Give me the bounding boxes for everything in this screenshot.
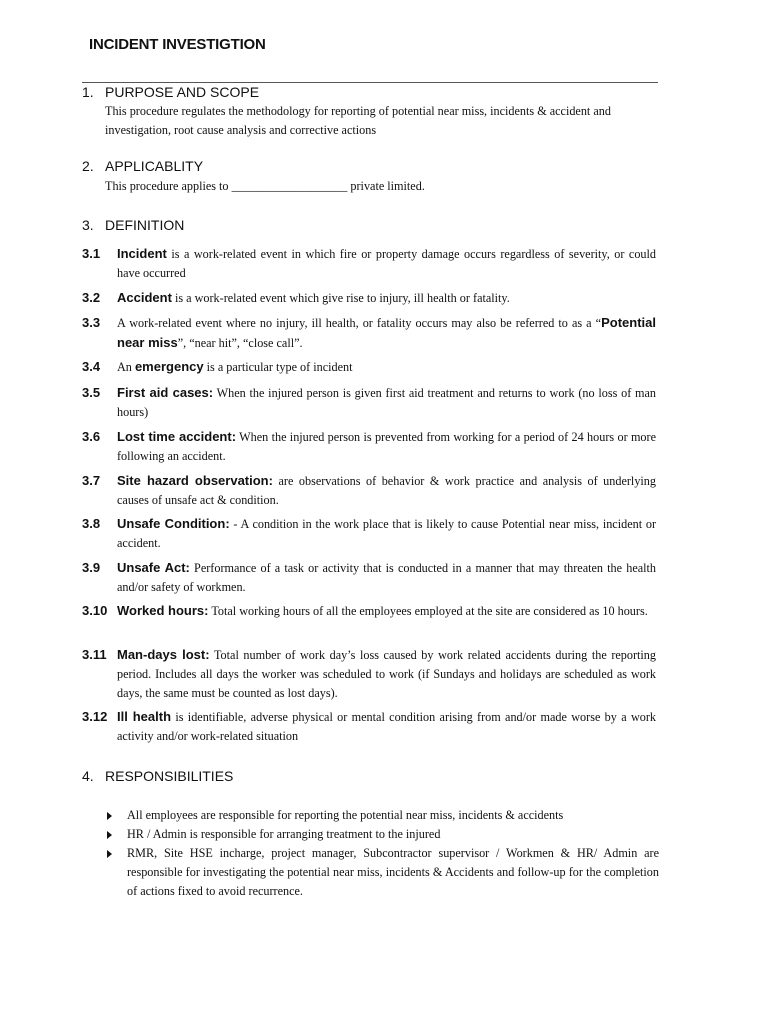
definition-text: Performance of a task or activity that is conducted in a manner that may threaten the health and/or safety of workmen. (117, 561, 657, 594)
definition-term: Potential near miss (117, 315, 656, 350)
definition-item (82, 558, 656, 597)
definition-item (82, 645, 656, 703)
section-number: 1. (82, 84, 94, 100)
list-item (107, 806, 659, 825)
section-title: PURPOSE AND SCOPE (105, 84, 260, 100)
section-number: 3. (82, 217, 94, 233)
definition-lead: An (117, 360, 135, 374)
definition-text: Total working hours of all the employees employed at the site are considered as 10 hours. (208, 604, 648, 618)
definition-number: 3.5 (82, 385, 101, 400)
definition-item (82, 427, 656, 466)
definition-term: Man-days lost: (117, 647, 210, 662)
definition-item (82, 471, 656, 510)
definition-lead: A work-related event where no injury, ill health, or fatality occurs may also be referred to as a “ (117, 316, 602, 330)
title-divider (82, 82, 658, 83)
definition-number: 3.10 (82, 603, 108, 618)
definition-number: 3.3 (82, 315, 101, 330)
definition-item (82, 244, 656, 283)
list-item-text: All employees are responsible for reporting the potential near miss, incidents & accidents (127, 808, 564, 822)
applicability-text: This procedure applies to ___________________ private limited. (105, 179, 425, 193)
list-item-text: RMR, Site HSE incharge, project manager, Subcontractor supervisor / Workmen & HR/ Admin are responsible for investigating the potential near miss, incidents & Accidents and follow-up for the completion of actions fixed to avoid recurrence. (127, 846, 659, 898)
section-title: RESPONSIBILITIES (105, 768, 234, 784)
section-heading-definition (82, 217, 184, 233)
definition-number: 3.2 (82, 290, 101, 305)
definition-number: 3.6 (82, 429, 101, 444)
section-heading-responsibilities (82, 768, 233, 784)
definition-number: 3.9 (82, 560, 101, 575)
definition-number: 3.12 (82, 709, 108, 724)
definition-term: Lost time accident: (117, 429, 237, 444)
section-heading-applicability (82, 158, 203, 174)
definition-text: are observations of behavior & work practice and analysis of underlying causes of unsafe act & condition. (117, 474, 656, 507)
section-number: 2. (82, 158, 94, 174)
definition-number: 3.8 (82, 516, 101, 531)
list-item (107, 825, 659, 844)
definition-term: Site hazard observation: (117, 473, 273, 488)
section-number: 4. (82, 768, 94, 784)
definition-term: Ill health (117, 709, 172, 724)
definition-text: is a work-related event in which fire or property damage occurs regardless of severity, or could have occurred (117, 247, 656, 280)
responsibilities-list (107, 806, 659, 901)
definition-text: When the injured person is prevented from working for a period of 24 hours or more following an accident. (117, 430, 656, 463)
definition-term: First aid cases: (117, 385, 214, 400)
definition-term: Unsafe Condition: (117, 516, 230, 531)
purpose-text: This procedure regulates the methodology for reporting of potential near miss, incidents & accident and investigation, root cause analysis and corrective actions (105, 104, 611, 137)
definition-number: 3.11 (82, 647, 107, 662)
definition-item (82, 357, 656, 377)
definition-text: is identifiable, adverse physical or mental condition arising from and/or made worse by a work activity and/or work-related situation (117, 710, 656, 743)
list-item-text: HR / Admin is responsible for arranging treatment to the injured (127, 827, 441, 841)
arrow-bullet-icon (107, 812, 112, 820)
definition-text: is a work-related event which give rise to injury, ill health or fatality. (171, 291, 510, 305)
definition-term: Worked hours: (117, 603, 209, 618)
definition-item (82, 288, 656, 308)
page-title: INCIDENT INVESTIGTION (89, 36, 266, 53)
definition-term: Unsafe Act: (117, 560, 190, 575)
definition-item (82, 313, 656, 353)
arrow-bullet-icon (107, 850, 112, 858)
section-title: DEFINITION (105, 217, 185, 233)
definition-text: ”, “near hit”, “close call”. (177, 336, 303, 350)
section-title: APPLICABLITY (105, 158, 204, 174)
definition-text: - A condition in the work place that is likely to cause Potential near miss, incident or accident. (117, 517, 656, 550)
definition-text: When the injured person is given first aid treatment and returns to work (no loss of man hours) (117, 386, 657, 419)
arrow-bullet-icon (107, 831, 112, 839)
definition-term: Accident (117, 290, 172, 305)
definition-term: Incident (117, 246, 167, 261)
definition-item (82, 707, 656, 746)
list-item (107, 844, 659, 901)
definition-item (82, 514, 656, 553)
definition-number: 3.7 (82, 473, 101, 488)
definition-text: Total number of work day’s loss caused by work related accidents during the reporting period. Includes all days the worker was scheduled to work (if Sundays and holidays are scheduled as work days, the same must be counted as lost days). (117, 648, 656, 700)
definition-number: 3.1 (82, 246, 101, 261)
definition-item (82, 601, 656, 621)
definition-term: emergency (134, 359, 204, 374)
section-heading-purpose (82, 84, 259, 100)
definition-number: 3.4 (82, 359, 101, 374)
definition-text: is a particular type of incident (203, 360, 353, 374)
definition-item (82, 383, 656, 422)
